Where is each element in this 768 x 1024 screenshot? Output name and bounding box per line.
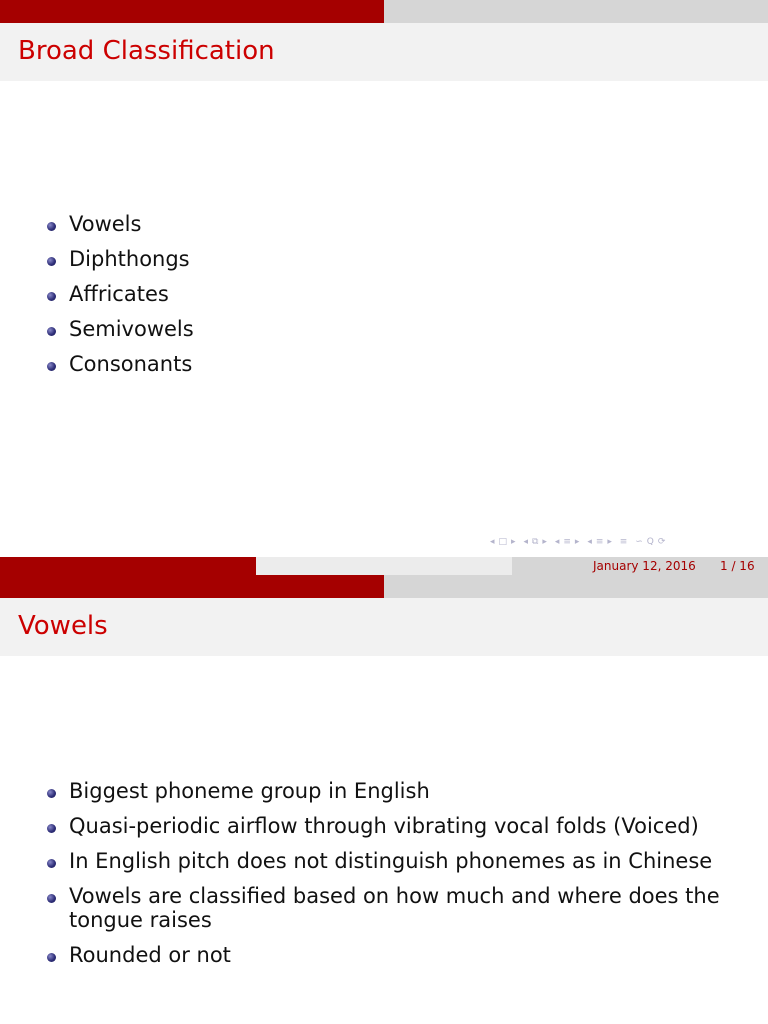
bullet-icon xyxy=(47,222,56,231)
bullet-icon xyxy=(47,894,56,903)
frame-icon[interactable]: □ xyxy=(498,537,509,547)
footer-bar xyxy=(0,557,768,575)
slide-title: Vowels xyxy=(18,611,108,641)
list-item xyxy=(0,317,740,341)
prev-subsection-icon[interactable]: ◂ xyxy=(554,537,561,547)
bullet-icon xyxy=(47,362,56,371)
header-accent xyxy=(0,575,384,598)
bullet-icon xyxy=(47,824,56,833)
subsection-icon[interactable]: ≡ xyxy=(563,537,572,547)
bullet-icon xyxy=(47,859,56,868)
list-item xyxy=(0,282,740,306)
prev-frame-icon[interactable]: ◂ xyxy=(490,537,496,547)
list-item xyxy=(0,212,740,236)
footer-segment-light xyxy=(256,557,512,575)
bullet-icon xyxy=(47,789,56,798)
list-item xyxy=(0,247,740,271)
slide-header-bar xyxy=(0,575,768,598)
refresh-icon[interactable]: ⟳ xyxy=(657,537,667,547)
bullet-text: Diphthongs xyxy=(69,247,190,271)
back-icon[interactable]: ∽ xyxy=(635,537,644,547)
page-number: 1 / 16 xyxy=(720,559,755,573)
prev-section-icon[interactable]: ◂ xyxy=(587,537,593,547)
next-slide-icon[interactable]: ▸ xyxy=(542,537,548,547)
footer-segment-red xyxy=(0,557,256,575)
list-item xyxy=(0,814,740,838)
search-icon[interactable]: Q xyxy=(646,537,655,547)
bullet-text: Affricates xyxy=(69,282,169,306)
list-item xyxy=(0,779,740,803)
bullet-text: Semivowels xyxy=(69,317,194,341)
list-item xyxy=(0,884,740,932)
list-item xyxy=(0,849,740,873)
footer-date: January 12, 2016 xyxy=(593,559,696,573)
bullet-list xyxy=(0,212,740,387)
next-section-icon[interactable]: ▸ xyxy=(607,537,613,547)
prev-slide-icon[interactable]: ◂ xyxy=(523,537,529,547)
next-frame-icon[interactable]: ▸ xyxy=(511,537,517,547)
bullet-text: In English pitch does not distinguish phonemes as in Chinese xyxy=(69,849,713,873)
bullet-list xyxy=(0,779,740,978)
bullet-text: Vowels xyxy=(69,212,142,236)
header-accent xyxy=(0,0,384,23)
bullet-text: Quasi-periodic airflow through vibrating vocal folds (Voiced) xyxy=(69,814,699,838)
bullet-icon xyxy=(47,953,56,962)
title-bar xyxy=(0,23,768,81)
bullet-text: Biggest phoneme group in English xyxy=(69,779,430,803)
next-subsection-icon[interactable]: ▸ xyxy=(574,537,581,547)
bullet-text: Vowels are classified based on how much and where does the tongue raises xyxy=(69,884,720,932)
section-icon[interactable]: ≡ xyxy=(595,537,605,547)
bullet-icon xyxy=(47,257,56,266)
slide-title: Broad Classification xyxy=(18,36,275,66)
list-item xyxy=(0,943,740,967)
bullet-icon xyxy=(47,327,56,336)
slide-2 xyxy=(0,575,768,1024)
title-bar xyxy=(0,598,768,656)
navigation-controls xyxy=(490,537,762,553)
document-icon[interactable]: ≡ xyxy=(619,537,629,547)
bullet-text: Rounded or not xyxy=(69,943,231,967)
slide-header-bar xyxy=(0,0,768,23)
bullet-text: Consonants xyxy=(69,352,193,376)
slide-icon[interactable]: ⧉ xyxy=(531,537,540,547)
bullet-icon xyxy=(47,292,56,301)
list-item xyxy=(0,352,740,376)
